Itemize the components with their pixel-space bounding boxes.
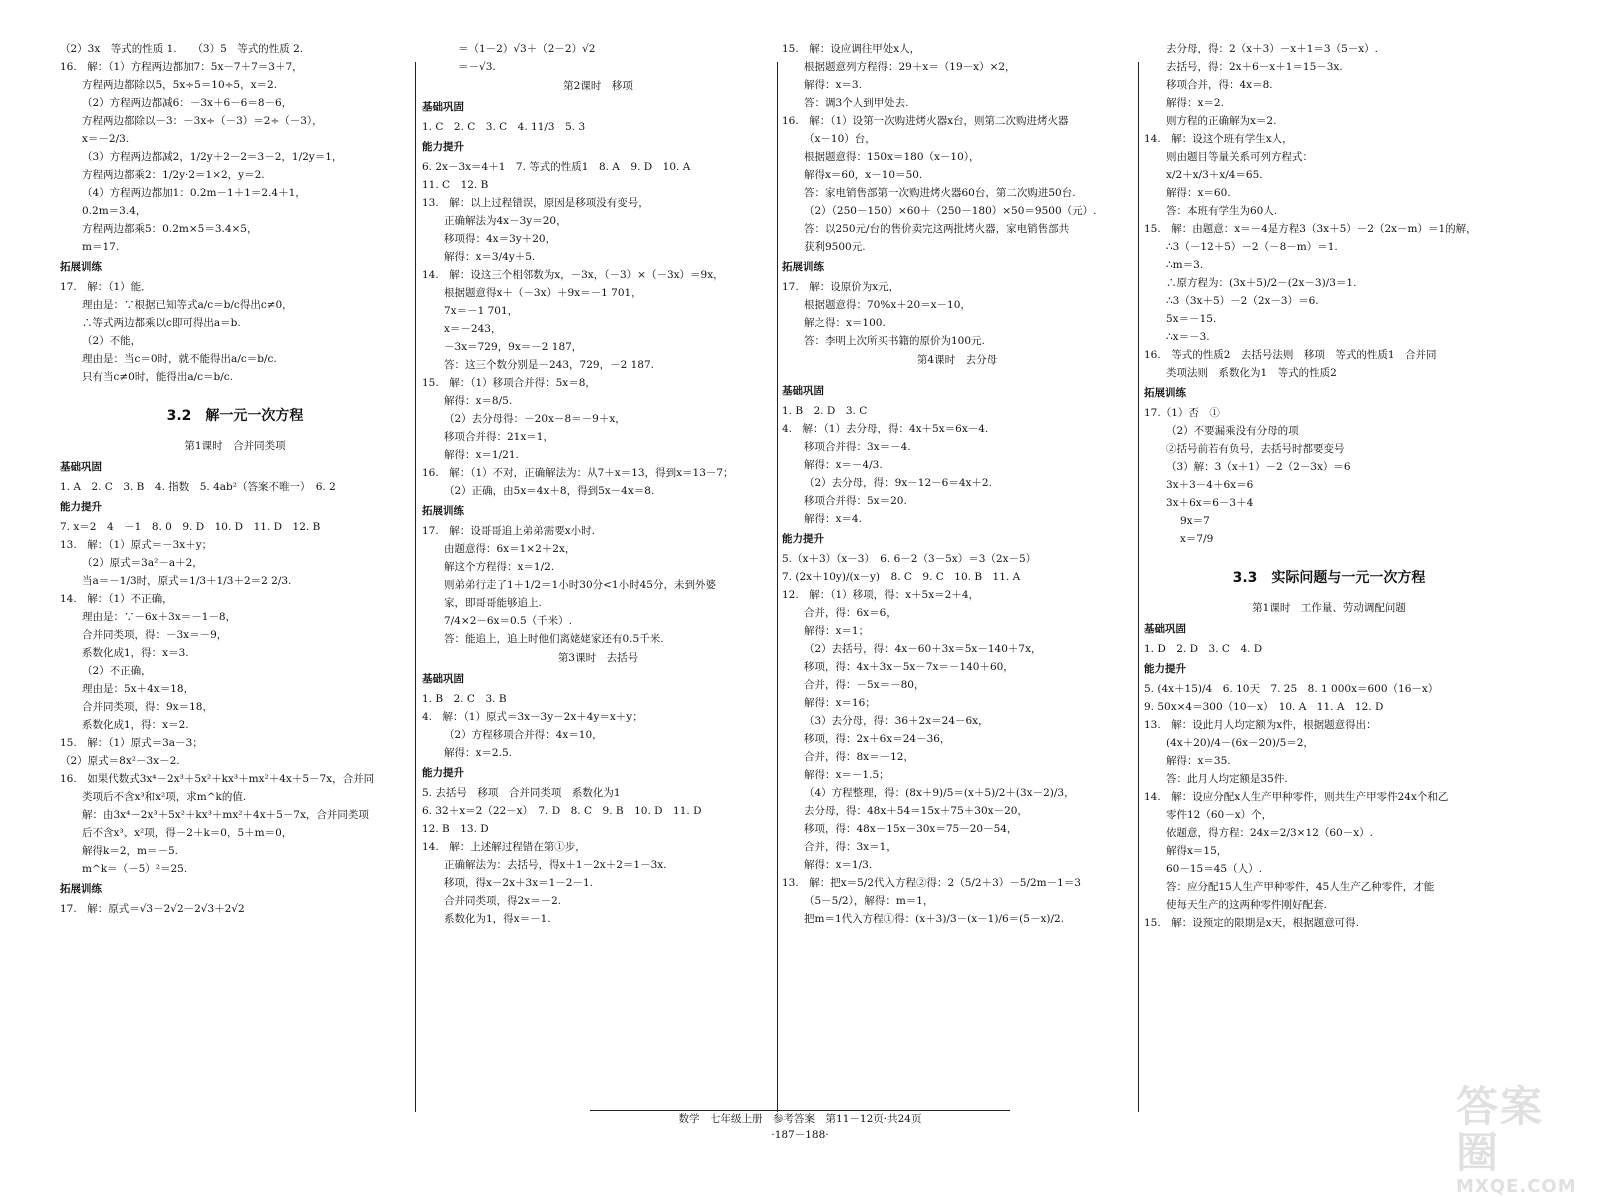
section-subheading: 拓展训练	[60, 261, 102, 273]
section-subheading: 基础巩固	[782, 385, 824, 397]
answer-line: 14. 解：（1）不正确，	[60, 593, 173, 605]
answer-line: 答：李明上次所买书籍的原价为100元.	[804, 335, 985, 347]
answer-line: 则弟弟行走了1＋1/2＝1小时30分<1小时45分，未到外婆	[444, 579, 716, 591]
answer-line: 1. B 2. C 3. B	[422, 693, 507, 705]
answer-line: （5－5/2），解得：m＝1，	[804, 895, 934, 907]
column-divider	[777, 62, 778, 1112]
answer-line: 9x＝7	[1180, 515, 1210, 527]
answer-line: 1. A 2. C 3. B 4. 指数 5. 4ab²（答案不唯一） 6. 2	[60, 481, 336, 493]
answer-line: 解：由3x⁴－2x³＋5x²＋kx³＋mx²＋4x＋5－7x，合并同类项	[82, 809, 369, 821]
answer-line: （2）原式＝8x²－3x－2.	[60, 755, 180, 767]
answer-line: 16. 等式的性质2 去括号法则 移项 等式的性质1 合并同	[1144, 349, 1437, 361]
section-title: 3.3 实际问题与一元一次方程	[1232, 570, 1426, 586]
answer-line: 17. 解：设哥哥追上弟弟需要x小时.	[422, 525, 595, 537]
answer-line: （2）去括号，得：4x－60＋3x＝5x－140＋7x，	[804, 643, 1042, 655]
answer-line: ＝－√3.	[458, 61, 496, 73]
answer-line: 解得x＝15，	[1166, 845, 1228, 857]
column-divider	[415, 62, 416, 1112]
answer-line: 13. 解：以上过程错误，原因是移项没有变号，	[422, 197, 649, 209]
answer-line: 17.（1）否 ①	[1144, 407, 1220, 419]
column-3	[782, 40, 1132, 1110]
answer-line: （3）去分母，得：36＋2x＝24－6x，	[804, 715, 989, 727]
answer-line: （4）方程整理，得：(8x＋9)/5＝(x＋5)/2＋(3x－2)/3，	[804, 787, 1075, 799]
answer-line: （2）不要漏乘没有分母的项	[1166, 425, 1299, 437]
spacer	[782, 370, 1132, 380]
section-subheading: 基础巩固	[422, 101, 464, 113]
spacer	[60, 386, 410, 396]
answer-line: 由题意得：6x＝1×2＋2x，	[444, 543, 576, 555]
answer-line: 4. 解：（1）原式＝3x－3y－2x＋4y＝x＋y；	[422, 711, 643, 723]
lesson-title: 第3课时 去括号	[557, 652, 639, 664]
answer-line: 方程两边都除以5，5x÷5＝10÷5，x＝2.	[82, 79, 278, 91]
answer-line: 13. 解：（1）原式＝－3x＋y；	[60, 539, 213, 551]
answer-line: 解得k＝2，m＝－5.	[82, 845, 179, 857]
answer-line: 系数化成1，得：x＝2.	[82, 719, 189, 731]
column-2	[422, 40, 774, 1110]
answer-line: 5x＝－15.	[1166, 313, 1217, 325]
answer-line: （x－10）台，	[804, 133, 876, 145]
answer-line: 类项法则 系数化为1 等式的性质2	[1166, 367, 1337, 379]
answer-line: 合并同类项，得：－3x＝－9，	[82, 629, 228, 641]
answer-line: 合并，得：8x＝－12，	[804, 751, 914, 763]
answer-line: 6. 2x－3x＝4＋1 7. 等式的性质1 8. A 9. D 10. A	[422, 161, 691, 173]
answer-line: 答：此月人均定额是35件.	[1166, 773, 1288, 785]
answer-line: 移项合并，得：4x＝8.	[1166, 79, 1273, 91]
answer-line: 家，即哥哥能够追上.	[444, 597, 542, 609]
answer-line: 类项后不含x³和x²项，求m^k的值.	[82, 791, 247, 803]
answer-line: （2）去分母得：－20x－8＝－9＋x，	[444, 413, 626, 425]
answer-line: 移项，得：2x＋6x＝24－36，	[804, 733, 951, 745]
answer-line: 合并同类项，得2x＝－2.	[444, 895, 562, 907]
answer-line: (4x＋20)/4－(6x－20)/5＝2，	[1166, 737, 1314, 749]
answer-line: 根据题意列方程得：29＋x＝（19－x）×2，	[804, 61, 1016, 73]
answer-line: 解得：x＝1；	[804, 625, 870, 637]
answer-line: 15. 解：设预定的限期是x天，根据题意可得.	[1144, 917, 1359, 929]
answer-line: 则由题目等量关系可列方程式：	[1166, 151, 1313, 163]
answer-line: ②括号前若有负号，去括号时都要变号	[1166, 443, 1345, 455]
answer-line: 答：应分配15人生产甲种零件，45人生产乙种零件，才能	[1166, 881, 1435, 893]
answer-line: 15. 解：（1）原式＝3a－3；	[60, 737, 203, 749]
lesson-title: 第1课时 工作量、劳动调配问题	[1252, 602, 1406, 614]
section-subheading: 能力提升	[782, 533, 824, 545]
lesson-title: 第2课时 移项	[563, 80, 633, 92]
answer-line: ∴等式两边都乘以c即可得出a＝b.	[82, 317, 241, 329]
column-divider	[1138, 62, 1139, 1112]
section-subheading: 能力提升	[1144, 663, 1186, 675]
answer-line: 答：本班有学生为60人.	[1166, 205, 1278, 217]
section-subheading: 基础巩固	[1144, 623, 1186, 635]
answer-line: 正确解法为：去括号，得x＋1－2x＋2＝1－3x.	[444, 859, 667, 871]
spacer	[1144, 548, 1514, 558]
answer-line: 答：调3个人到甲处去.	[804, 97, 909, 109]
answer-line: 移项合并得：5x＝20.	[804, 495, 907, 507]
answer-line: 去分母，得：48x＋54＝15x＋75＋30x－20，	[804, 805, 1028, 817]
answer-line: 解得：x＝16；	[804, 697, 876, 709]
answer-line: 1. D 2. D 3. C 4. D	[1144, 643, 1263, 655]
answer-line: （2）原式＝3a²－a＋2，	[82, 557, 203, 569]
answer-line: 当a＝－1/3时，原式＝1/3＋1/3＋2＝2 2/3.	[82, 575, 292, 587]
answer-line: 14. 解：上述解过程错在第①步，	[422, 841, 586, 853]
answer-line: 方程两边都除以－3：－3x÷（－3）＝2÷（－3），	[82, 115, 323, 127]
answer-line: 9. 50x×4＝300（10－x） 10. A 11. A 12. D	[1144, 701, 1384, 713]
answer-line: 去分母，得：2（x＋3）－x＋1＝3（5－x）.	[1166, 43, 1379, 55]
answer-line: （4）方程两边都加1：0.2m－1＋1＝2.4＋1，	[82, 187, 306, 199]
answer-line: 12. 解：（1）移项，得：x＋5x＝2＋4，	[782, 589, 980, 601]
answer-line: 则方程的正确解为x＝2.	[1166, 115, 1277, 127]
answer-line: 5. 去括号 移项 合并同类项 系数化为1	[422, 787, 621, 799]
answer-line: －3x＝729，9x＝－2 187，	[444, 341, 583, 353]
answer-line: 移项，得：4x＋3x－5x－7x＝－140＋60，	[804, 661, 1014, 673]
answer-line: 解得：x＝－4/3.	[804, 459, 883, 471]
answer-line: 解得：x＝2.5.	[444, 747, 512, 759]
answer-line: （2）方程移项合并得：4x＝10，	[444, 729, 603, 741]
section-subheading: 能力提升	[60, 501, 102, 513]
answer-line: 7x＝－1 701，	[444, 305, 519, 317]
answer-line: 17. 解：（1）能．	[60, 281, 152, 293]
answer-line: 答：以250元/台的售价卖完这两批烤火器，家电销售部共	[804, 223, 1070, 235]
answer-line: 解得：x＝3/4y＋5.	[444, 251, 536, 263]
answer-line: 6. 32＋x＝2（22－x） 7. D 8. C 9. B 10. D 11. D	[422, 805, 702, 817]
answer-line: 理由是：当c＝0时，就不能得出a/c＝b/c.	[82, 353, 277, 365]
column-4	[1144, 40, 1514, 1110]
answer-line: （2）正确，由5x＝4x＋8，得到5x－4x＝8.	[444, 485, 655, 497]
answer-line: 3x＋3－4＋6x＝6	[1166, 479, 1254, 491]
answer-line: 系数化成1，得：x＝3.	[82, 647, 189, 659]
answer-line: 3x＋6x＝6－3＋4	[1166, 497, 1254, 509]
section-title: 3.2 解一元一次方程	[166, 408, 304, 424]
column-1	[60, 40, 410, 1110]
answer-line: 根据题意得：70%x＋20＝x－10，	[804, 299, 971, 311]
answer-line: 解得：x＝1/3.	[804, 859, 873, 871]
answer-line: 答：家电销售部第一次购进烤火器60台，第二次购进50台.	[804, 187, 1076, 199]
answer-line: 根据题意得x＋（－3x）＋9x＝－1 701，	[444, 287, 642, 299]
answer-line: 移项，得：48x－15x－30x＝75－20－54，	[804, 823, 1018, 835]
answer-line: （2）去分母，得：9x－12－6＝4x＋2.	[804, 477, 992, 489]
answer-line: 方程两边都乘5：0.2m×5＝3.4×5，	[82, 223, 258, 235]
answer-line: 理由是：∵根据已知等式a/c＝b/c得出c≠0，	[82, 299, 293, 311]
answer-line: 理由是：5x＋4x＝18，	[82, 683, 195, 695]
answer-line: 5.（x＋3）（x－3） 6. 6－2（3－5x）＝3（2x－5）	[782, 553, 1037, 565]
answer-line: 5. (4x＋15)/4 6. 10天 7. 25 8. 1 000x＝600（16－x）	[1144, 683, 1439, 695]
answer-line: 解之得：x＝100.	[804, 317, 886, 329]
answer-line: 移项得：4x＝3y＋20，	[444, 233, 557, 245]
answer-line: 7/4×2－6x＝0.5（千米）.	[444, 615, 573, 627]
answer-line: m^k＝（－5）²＝25.	[82, 863, 188, 875]
section-subheading: 能力提升	[422, 767, 464, 779]
answer-line: 12. B 13. D	[422, 823, 489, 835]
answer-line: 解得：x＝3.	[804, 79, 862, 91]
answer-line: 16. 解：（1）设第一次购进烤火器x台，则第二次购进烤火器	[782, 115, 1069, 127]
answer-line: 合并，得：6x＝6，	[804, 607, 897, 619]
answer-line: x/2＋x/3＋x/4＝65.	[1166, 169, 1263, 181]
answer-line: 解得：x＝35.	[1166, 755, 1231, 767]
answer-line: 0.2m＝3.4，	[82, 205, 147, 217]
footer-subject-line: 数学 七年级上册 参考答案 第11－12页·共24页	[678, 1113, 922, 1125]
answer-line: ＝（1－2）√3＋（2－2）√2	[458, 43, 596, 55]
answer-line: 系数化为1，得x＝－1.	[444, 913, 551, 925]
answer-line: 解得：x＝－1.5；	[804, 769, 890, 781]
answer-line: 7. (2x＋10y)/(x－y) 8. C 9. C 10. B 11. A	[782, 571, 1021, 583]
section-subheading: 能力提升	[422, 141, 464, 153]
watermark-logo	[1456, 1082, 1586, 1197]
answer-line: 60－15＝45（人）.	[1166, 863, 1262, 875]
lesson-title: 第4课时 去分母	[916, 354, 998, 366]
answer-line: ∴3（－12＋5）－2（－8－m）＝1.	[1166, 241, 1338, 253]
answer-line: 移项，得x－2x＋3x＝1－2－1.	[444, 877, 594, 889]
lesson-title: 第1课时 合并同类项	[184, 440, 286, 452]
section-subheading: 基础巩固	[60, 461, 102, 473]
answer-line: 使每天生产的这两种零件刚好配套.	[1166, 899, 1327, 911]
answer-line: 16. 解：（1）不对，正确解法为：从7＋x＝13，得到x＝13－7；	[422, 467, 734, 479]
answer-line: m＝17.	[82, 241, 120, 253]
watermark-text: 答案圈	[1456, 1082, 1545, 1177]
answer-line: ∴x＝－3.	[1166, 331, 1210, 343]
answer-line: （2）（250－150）×60＋（250－180）×50＝9500（元）.	[804, 205, 1097, 217]
answer-line: 解得：x＝1/21.	[444, 449, 519, 461]
section-subheading: 基础巩固	[422, 673, 464, 685]
answer-line: 13. 解：把x＝5/2代入方程②得：2（5/2＋3）－5/2m－1＝3	[782, 877, 1081, 889]
answer-line: 后不含x³、x²项，得－2＋k＝0，5＋m＝0，	[82, 827, 293, 839]
answer-line: 4. 解：（1）去分母，得：4x＋5x＝6x－4.	[782, 423, 989, 435]
answer-line: 去括号，得：2x＋6－x＋1＝15－3x.	[1166, 61, 1343, 73]
answer-line: 17. 解：原式＝√3－2√2－2√3＋2√2	[60, 903, 245, 915]
answer-line: 合并，得：－5x＝－80，	[804, 679, 925, 691]
answer-line: 16. 解：（1）方程两边都加7：5x－7＋7＝3＋7，	[60, 61, 303, 73]
answer-line: 1. C 2. C 3. C 4. 11/3 5. 3	[422, 121, 586, 133]
answer-line: 15. 解：设应调往甲处x人，	[782, 43, 921, 55]
answer-line: 14. 解：设这三个相邻数为x，－3x，（－3）×（－3x）＝9x，	[422, 269, 724, 281]
answer-line: （2）3x 等式的性质 1. （3）5 等式的性质 2.	[60, 43, 304, 55]
answer-line: 获利9500元.	[804, 241, 866, 253]
watermark-site: MXQE.COM	[1456, 1176, 1577, 1197]
answer-line: （2）不能，	[82, 335, 142, 347]
answer-line: 根据题意得：150x＝180（x－10），	[804, 151, 980, 163]
answer-line: 14. 解：设这个班有学生x人，	[1144, 133, 1293, 145]
answer-line: 解得x＝60，x－10＝50.	[804, 169, 923, 181]
section-subheading: 拓展训练	[60, 883, 102, 895]
answer-line: 只有当c≠0时，能得出a/c＝b/c.	[82, 371, 234, 383]
answer-line: 方程两边都乘2：1/2y·2＝1×2，y＝2.	[82, 169, 265, 181]
answer-line: ∴m＝3.	[1166, 259, 1204, 271]
answer-line: 13. 解：设此月人均定额为x件，根据题意得出：	[1144, 719, 1377, 731]
answer-line: x＝－243，	[444, 323, 502, 335]
section-subheading: 拓展训练	[422, 505, 464, 517]
answer-line: 移项合并得：21x＝1，	[444, 431, 554, 443]
answer-line: 把m＝1代入方程①得：(x＋3)/3－(x－1)/6＝(5－x)/2.	[804, 913, 1065, 925]
answer-line: 依题意，得方程：24x＝2/3×12（60－x）.	[1166, 827, 1373, 839]
answer-line: 解得：x＝8/5.	[444, 395, 513, 407]
answer-line: 移项合并得：3x＝－4.	[804, 441, 911, 453]
answer-line: （2）不正确，	[82, 665, 152, 677]
page-number: ·187－188·	[771, 1129, 829, 1141]
answer-line: ∴原方程为：(3x＋5)/2－(2x－3)/3＝1.	[1166, 277, 1357, 289]
answer-line: 7. x＝2 4 －1 8. 0 9. D 10. D 11. D 12. B	[60, 521, 321, 533]
answer-line: 解得：x＝2.	[1166, 97, 1224, 109]
section-subheading: 拓展训练	[782, 261, 824, 273]
answer-line: 16. 如果代数式3x⁴－2x³＋5x²＋kx³＋mx²＋4x＋5－7x，合并同	[60, 773, 375, 785]
answer-line: 解得：x＝60.	[1166, 187, 1231, 199]
answer-line: （3）解：3（x＋1）－2（2－3x）＝6	[1166, 461, 1351, 473]
answer-line: x＝7/9	[1180, 533, 1214, 545]
answer-line: ∴3（3x＋5）－2（2x－3）＝6.	[1166, 295, 1319, 307]
section-subheading: 拓展训练	[1144, 387, 1186, 399]
answer-line: 15. 解：（1）移项合并得：5x＝8，	[422, 377, 596, 389]
answer-line: 1. B 2. D 3. C	[782, 405, 868, 417]
answer-line: 解这个方程得：x＝1/2.	[444, 561, 555, 573]
answer-line: 答：这三个数分别是－243，729，－2 187.	[444, 359, 654, 371]
answer-line: 合并，得：3x＝1，	[804, 841, 897, 853]
answer-line: 零件12（60－x）个，	[1166, 809, 1273, 821]
answer-line: 14. 解：设应分配x人生产甲种零件，则共生产甲零件24x个和乙	[1144, 791, 1449, 803]
page-footer	[0, 1110, 1600, 1143]
answer-line: （2）方程两边都减6：－3x＋6－6＝8－6，	[82, 97, 293, 109]
answer-line: 17. 解：设原价为x元，	[782, 281, 900, 293]
answer-line: 11. C 12. B	[422, 179, 489, 191]
answer-line: 理由是：∵－6x＋3x＝－1－8，	[82, 611, 237, 623]
answer-line: 解得：x＝4.	[804, 513, 862, 525]
answer-line: （3）方程两边都减2，1/2y＋2－2＝3－2，1/2y＝1，	[82, 151, 343, 163]
answer-line: 答：能追上，追上时他们离姥姥家还有0.5千米.	[444, 633, 664, 645]
answer-line: 正确解法为4x－3y＝20，	[444, 215, 567, 227]
answer-line: x＝－2/3.	[82, 133, 130, 145]
answer-line: 15. 解：由题意：x＝－4是方程3（3x＋5）－2（2x－m）＝1的解，	[1144, 223, 1477, 235]
answer-line: 合并同类项，得：9x＝18，	[82, 701, 213, 713]
